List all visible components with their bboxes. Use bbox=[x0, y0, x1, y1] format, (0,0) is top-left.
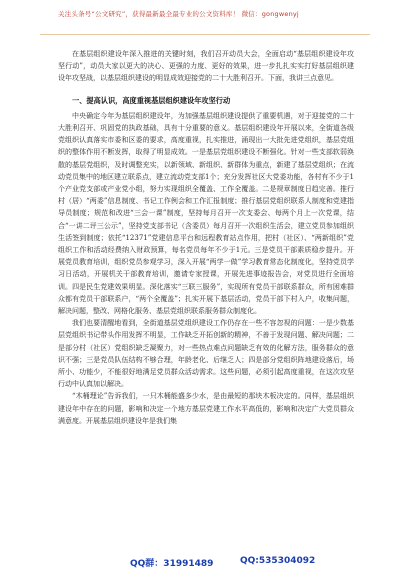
body-paragraph-3: “木桶理论”告诉我们，一只木桶能盛多少水，是由最短的那块木板决定的。同样，基层组织建设年中存在的问题，影响和决定一个地方基层党建工作水平高低的，影响和决定广大党员群众满意度。开展基层组织建设年是我们集 bbox=[58, 392, 354, 425]
qq-group-link[interactable]: QQ群：31991489 bbox=[130, 559, 214, 569]
top-banner bbox=[40, 6, 370, 35]
body-paragraph-2: 我们也要清醒地看到，全街道基层党组织建设工作仍存在一些不容忽视的问题：一是少数基层党组织书记带头作用发挥不明显，工作缺乏开拓创新的精神，不善于发现问题、解决问题；二是部分村（社区）党组织缺乏凝聚力，对一些热点难点问题缺乏有效的化解方法，服务群众的意识不强；三是党员队伍结构不够合理，年龄老化、后继乏人；四是部分党组织阵地建设落后，场所小、功能少，不能很好地满足党员群众活动需求。这些问题，必须引起高度重视，在这次攻坚行动中认真加以解决。 bbox=[58, 319, 354, 389]
section-heading: 一、提高认识，高度重视基层组织建设年攻坚行动 bbox=[72, 95, 231, 105]
body-paragraph-1: 中央确定今年为基层组织建设年，为加强基层组织建设提供了重要机遇，对于迎接党的二十大胜利召开、巩固党的执政基础，具有十分重要的意义。基层组织建设年开展以来，全街道各级党组织认真落实市委和区委的要求，高度重视，扎实推进，涌现出一大批先进党组织，基层党组织的整体作用不断发挥，取得了明显成效。一是基层党组织建设不断强化。针对一些支部软弱涣散的基层党组织，及时调整充实，以新领域、新组织、新群体为重点，新建了基层党组织；在流动党员集中的地区建立联系点，建立流动党支部1个；充分发挥社区大党委功能，各村有不少于1个产业党支部或产业党小组，努力实现组织全覆盖、工作全覆盖。二是规章制度日趋完善。推行村（居）“两委”信息制度、书记工作例会和工作汇报制度；推行基层党组织联系人制度和党建指导员制度；规范和改进“三会一课”制度，坚持每月召开一次支委会、每两个月上一次党课，结合“一讲二评三公示”，坚持党支部书记（含委员）每月召开一次组织生活会，建立党员参加组织生活签到制度；依托“12371”党建信息平台和远程教育站点作用，把村（社区）、“两新组织”党组织工作和活动经费纳入财政预算，每名党员每年不少于1元。三是党员干部素质稳步提升。开展党员教育培训，组织党员参观学习，深入开展“两学一做”学习教育常态化制度化，坚持党员学习日活动，开展机关干部教育培训，邀请专家授课，开展先进事迹报告会，对党员进行全面培训。四是民生党建效果明显。深化落实“三联三服务”，实现所有党员干部联系群众，所有困难群众都有党员干部联系户，“两个全覆盖”；扎实开展下基层活动，党员干部下村入户，收集问题，解决问题，整改、网格化服务、基层党组织联系服务群众制度化。 bbox=[58, 111, 354, 316]
footer bbox=[0, 556, 408, 572]
qq-contact-link[interactable]: QQ:535304092 bbox=[240, 556, 316, 566]
document-body bbox=[58, 48, 354, 544]
banner-text: 关注头条号“公文研究”，获得最新最全最专业的公文资料库！ 微信：gongwenyj bbox=[58, 10, 299, 18]
intro-paragraph: 在基层组织建设年深入推进的关键时刻，我们召开动员大会，全面启动“基层组织建设年攻坚行动”，动员大家以更大的决心、更强的力度、更好的效果，进一步扎扎实实打好基层组织建设年攻坚战，以基层组织建设的明显成效迎接党的二十大胜利召开。下面，我讲三点意见。 bbox=[58, 50, 354, 83]
spacer bbox=[58, 85, 354, 93]
